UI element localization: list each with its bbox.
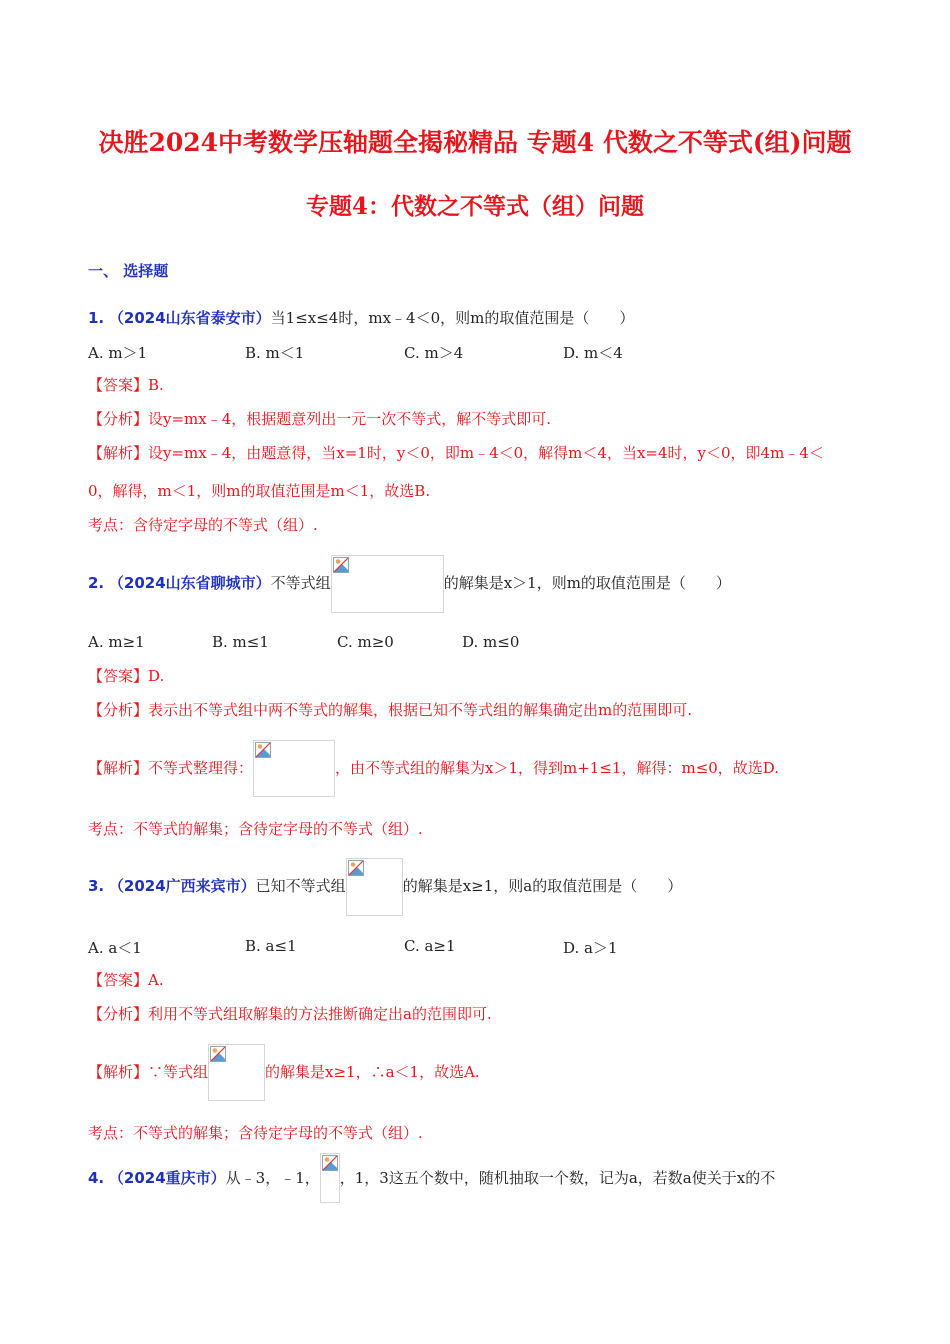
solution-continued: 0，解得，m＜1，则m的取值范围是m＜1，故选B. xyxy=(88,482,431,500)
broken-image-icon xyxy=(333,557,349,573)
option-c: C. a≥1 xyxy=(404,937,456,955)
answer: 【答案】B. xyxy=(88,376,164,394)
question-text-cont: 的解集是x＞1，则m的取值范围是（ ） xyxy=(443,574,731,592)
question-text: 不等式组 xyxy=(270,574,331,592)
question-number: 3. xyxy=(88,877,105,895)
option-d: D. a＞1 xyxy=(563,939,618,957)
question-text-cont: 的解集是x≥1，则a的取值范围是（ ） xyxy=(402,877,683,895)
formula-image xyxy=(253,740,335,797)
option-d: D. m＜4 xyxy=(563,344,623,362)
broken-image-icon xyxy=(210,1046,226,1062)
broken-image-icon xyxy=(322,1155,338,1171)
knowledge-point: 考点：不等式的解集；含待定字母的不等式（组）. xyxy=(88,1124,423,1142)
solution xyxy=(88,1044,480,1100)
solution-text-cont: ，由不等式组的解集为x＞1，得到m+1≤1，解得：m≤0，故选D. xyxy=(335,759,780,777)
question-source: （2024重庆市） xyxy=(108,1169,226,1187)
question-2-stem xyxy=(88,555,731,611)
solution-text: 【解析】∵等式组 xyxy=(88,1063,209,1081)
question-4-stem xyxy=(88,1153,775,1203)
analysis: 【分析】表示出不等式组中两不等式的解集，根据已知不等式组的解集确定出m的范围即可. xyxy=(88,701,692,719)
section-heading: 一、 选择题 xyxy=(88,262,169,280)
solution-text-cont: 的解集是x≥1，∴a＜1，故选A. xyxy=(265,1063,480,1081)
option-b: B. a≤1 xyxy=(245,937,297,955)
option-b: B. m≤1 xyxy=(212,633,269,651)
question-number: 4. xyxy=(88,1169,105,1187)
subtitle: 专题4：代数之不等式（组）问题 xyxy=(305,193,644,220)
question-1-stem xyxy=(88,308,634,328)
knowledge-point: 考点：含待定字母的不等式（组）. xyxy=(88,516,318,534)
broken-image-icon xyxy=(348,860,364,876)
knowledge-point: 考点：不等式的解集；含待定字母的不等式（组）. xyxy=(88,820,423,838)
formula-image xyxy=(346,858,403,916)
solution: 【解析】设y=mx﹣4，由题意得，当x=1时，y＜0，即m﹣4＜0，解得m＜4，当x=4时，y＜0，即4m﹣4＜ xyxy=(88,444,824,462)
option-c: C. m＞4 xyxy=(404,344,464,362)
question-text: 从﹣3，﹣1， xyxy=(225,1169,320,1187)
option-a: A. a＜1 xyxy=(88,939,142,957)
formula-image xyxy=(331,555,444,613)
question-text: 已知不等式组 xyxy=(255,877,346,895)
analysis: 【分析】利用不等式组取解集的方法推断确定出a的范围即可. xyxy=(88,1005,492,1023)
solution xyxy=(88,740,779,796)
option-b: B. m＜1 xyxy=(245,344,305,362)
option-d: D. m≤0 xyxy=(462,633,520,651)
answer: 【答案】D. xyxy=(88,667,165,685)
question-3-stem xyxy=(88,858,682,914)
formula-image xyxy=(208,1044,265,1101)
answer: 【答案】A. xyxy=(88,971,164,989)
question-source: （2024山东省聊城市） xyxy=(108,574,271,592)
question-source: （2024广西来宾市） xyxy=(108,877,256,895)
analysis: 【分析】设y=mx﹣4，根据题意列出一元一次不等式，解不等式即可. xyxy=(88,410,552,428)
option-a: A. m≥1 xyxy=(88,633,145,651)
solution-text: 【解析】不等式整理得： xyxy=(88,759,254,777)
option-c: C. m≥0 xyxy=(337,633,394,651)
question-source: （2024山东省泰安市） xyxy=(108,309,271,327)
option-a: A. m＞1 xyxy=(88,344,148,362)
formula-image xyxy=(320,1153,340,1203)
question-number: 2. xyxy=(88,574,105,592)
question-text: 当1≤x≤4时，mx﹣4＜0，则m的取值范围是（ ） xyxy=(270,309,635,327)
question-text-cont: ，1，3这五个数中，随机抽取一个数，记为a，若数a使关于x的不 xyxy=(339,1169,776,1187)
broken-image-icon xyxy=(255,742,271,758)
document-title: 决胜2024中考数学压轴题全揭秘精品 专题4 代数之不等式(组)问题 xyxy=(98,128,852,157)
question-number: 1. xyxy=(88,309,105,327)
